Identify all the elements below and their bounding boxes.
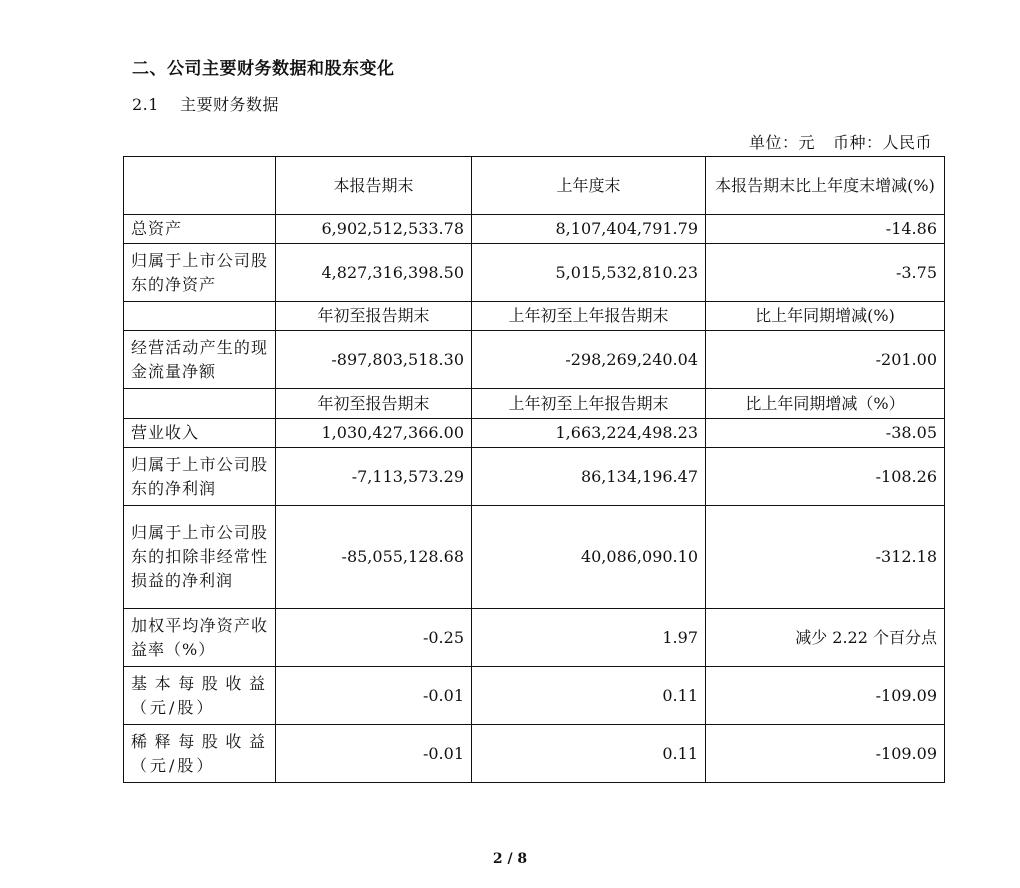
table-row	[124, 331, 945, 389]
table-row	[124, 667, 945, 725]
financial-data-table	[123, 156, 945, 783]
table-header-row	[124, 157, 945, 215]
cell-value: -0.01	[276, 667, 472, 725]
table-row	[124, 725, 945, 783]
cell-value: -14.86	[706, 215, 945, 244]
row-label: 归属于上市公司股东的净资产	[124, 244, 276, 302]
currency-label: 币种：人民币	[832, 133, 932, 152]
cell-value: -0.01	[276, 725, 472, 783]
cell-value: 5,015,532,810.23	[472, 244, 706, 302]
row-label: 稀释每股收益（元/股）	[124, 725, 276, 783]
section-title: 二、公司主要财务数据和股东变化	[132, 59, 395, 79]
cell-value: -109.09	[706, 725, 945, 783]
cell-value: -7,113,573.29	[276, 448, 472, 506]
cell-value: 40,086,090.10	[472, 506, 706, 609]
cell-value: -85,055,128.68	[276, 506, 472, 609]
col-header-ytd: 年初至报告期末	[276, 389, 472, 419]
cell-value: 86,134,196.47	[472, 448, 706, 506]
page-number: 2 / 8	[492, 851, 528, 867]
subsection-title-text: 主要财务数据	[180, 95, 280, 114]
row-label: 基本每股收益（元/股）	[124, 667, 276, 725]
table-row	[124, 244, 945, 302]
cell-value: -109.09	[706, 667, 945, 725]
header-blank-cell	[124, 302, 276, 331]
row-label: 加权平均净资产收益率（%）	[124, 609, 276, 667]
unit-line	[749, 130, 932, 153]
cell-value: 减少 2.22 个百分点	[706, 609, 945, 667]
header-blank-cell	[124, 157, 276, 215]
col-header-period-end: 本报告期末	[276, 157, 472, 215]
col-header-yoy-change: 比上年同期增减(%)	[706, 302, 945, 331]
row-label: 经营活动产生的现金流量净额	[124, 331, 276, 389]
cell-value: -312.18	[706, 506, 945, 609]
cell-value: -298,269,240.04	[472, 331, 706, 389]
cell-value: -3.75	[706, 244, 945, 302]
cell-value: 1,030,427,366.00	[276, 419, 472, 448]
table-row	[124, 506, 945, 609]
table-row	[124, 448, 945, 506]
cell-value: -897,803,518.30	[276, 331, 472, 389]
col-header-change-pct: 本报告期末比上年度末增减(%)	[706, 157, 945, 215]
table-subheader-row	[124, 302, 945, 331]
cell-value: 8,107,404,791.79	[472, 215, 706, 244]
unit-label: 单位：元	[748, 133, 815, 152]
cell-value: -0.25	[276, 609, 472, 667]
cell-value: -108.26	[706, 448, 945, 506]
table-row	[124, 609, 945, 667]
col-header-prior-ytd: 上年初至上年报告期末	[472, 389, 706, 419]
cell-value: 1,663,224,498.23	[472, 419, 706, 448]
table-row	[124, 215, 945, 244]
cell-value: -38.05	[706, 419, 945, 448]
subsection-title	[132, 92, 279, 115]
row-label: 总资产	[124, 215, 276, 244]
cell-value: -201.00	[706, 331, 945, 389]
subsection-number: 2.1	[132, 95, 159, 114]
cell-value: 6,902,512,533.78	[276, 215, 472, 244]
table-row	[124, 419, 945, 448]
row-label: 归属于上市公司股东的净利润	[124, 448, 276, 506]
cell-value: 4,827,316,398.50	[276, 244, 472, 302]
table-subheader-row	[124, 389, 945, 419]
cell-value: 0.11	[472, 667, 706, 725]
col-header-prior-year-end: 上年度末	[472, 157, 706, 215]
header-blank-cell	[124, 389, 276, 419]
row-label: 营业收入	[124, 419, 276, 448]
col-header-yoy-change: 比上年同期增减（%）	[706, 389, 945, 419]
row-label: 归属于上市公司股东的扣除非经常性损益的净利润	[124, 506, 276, 609]
cell-value: 0.11	[472, 725, 706, 783]
cell-value: 1.97	[472, 609, 706, 667]
col-header-ytd: 年初至报告期末	[276, 302, 472, 331]
col-header-prior-ytd: 上年初至上年报告期末	[472, 302, 706, 331]
